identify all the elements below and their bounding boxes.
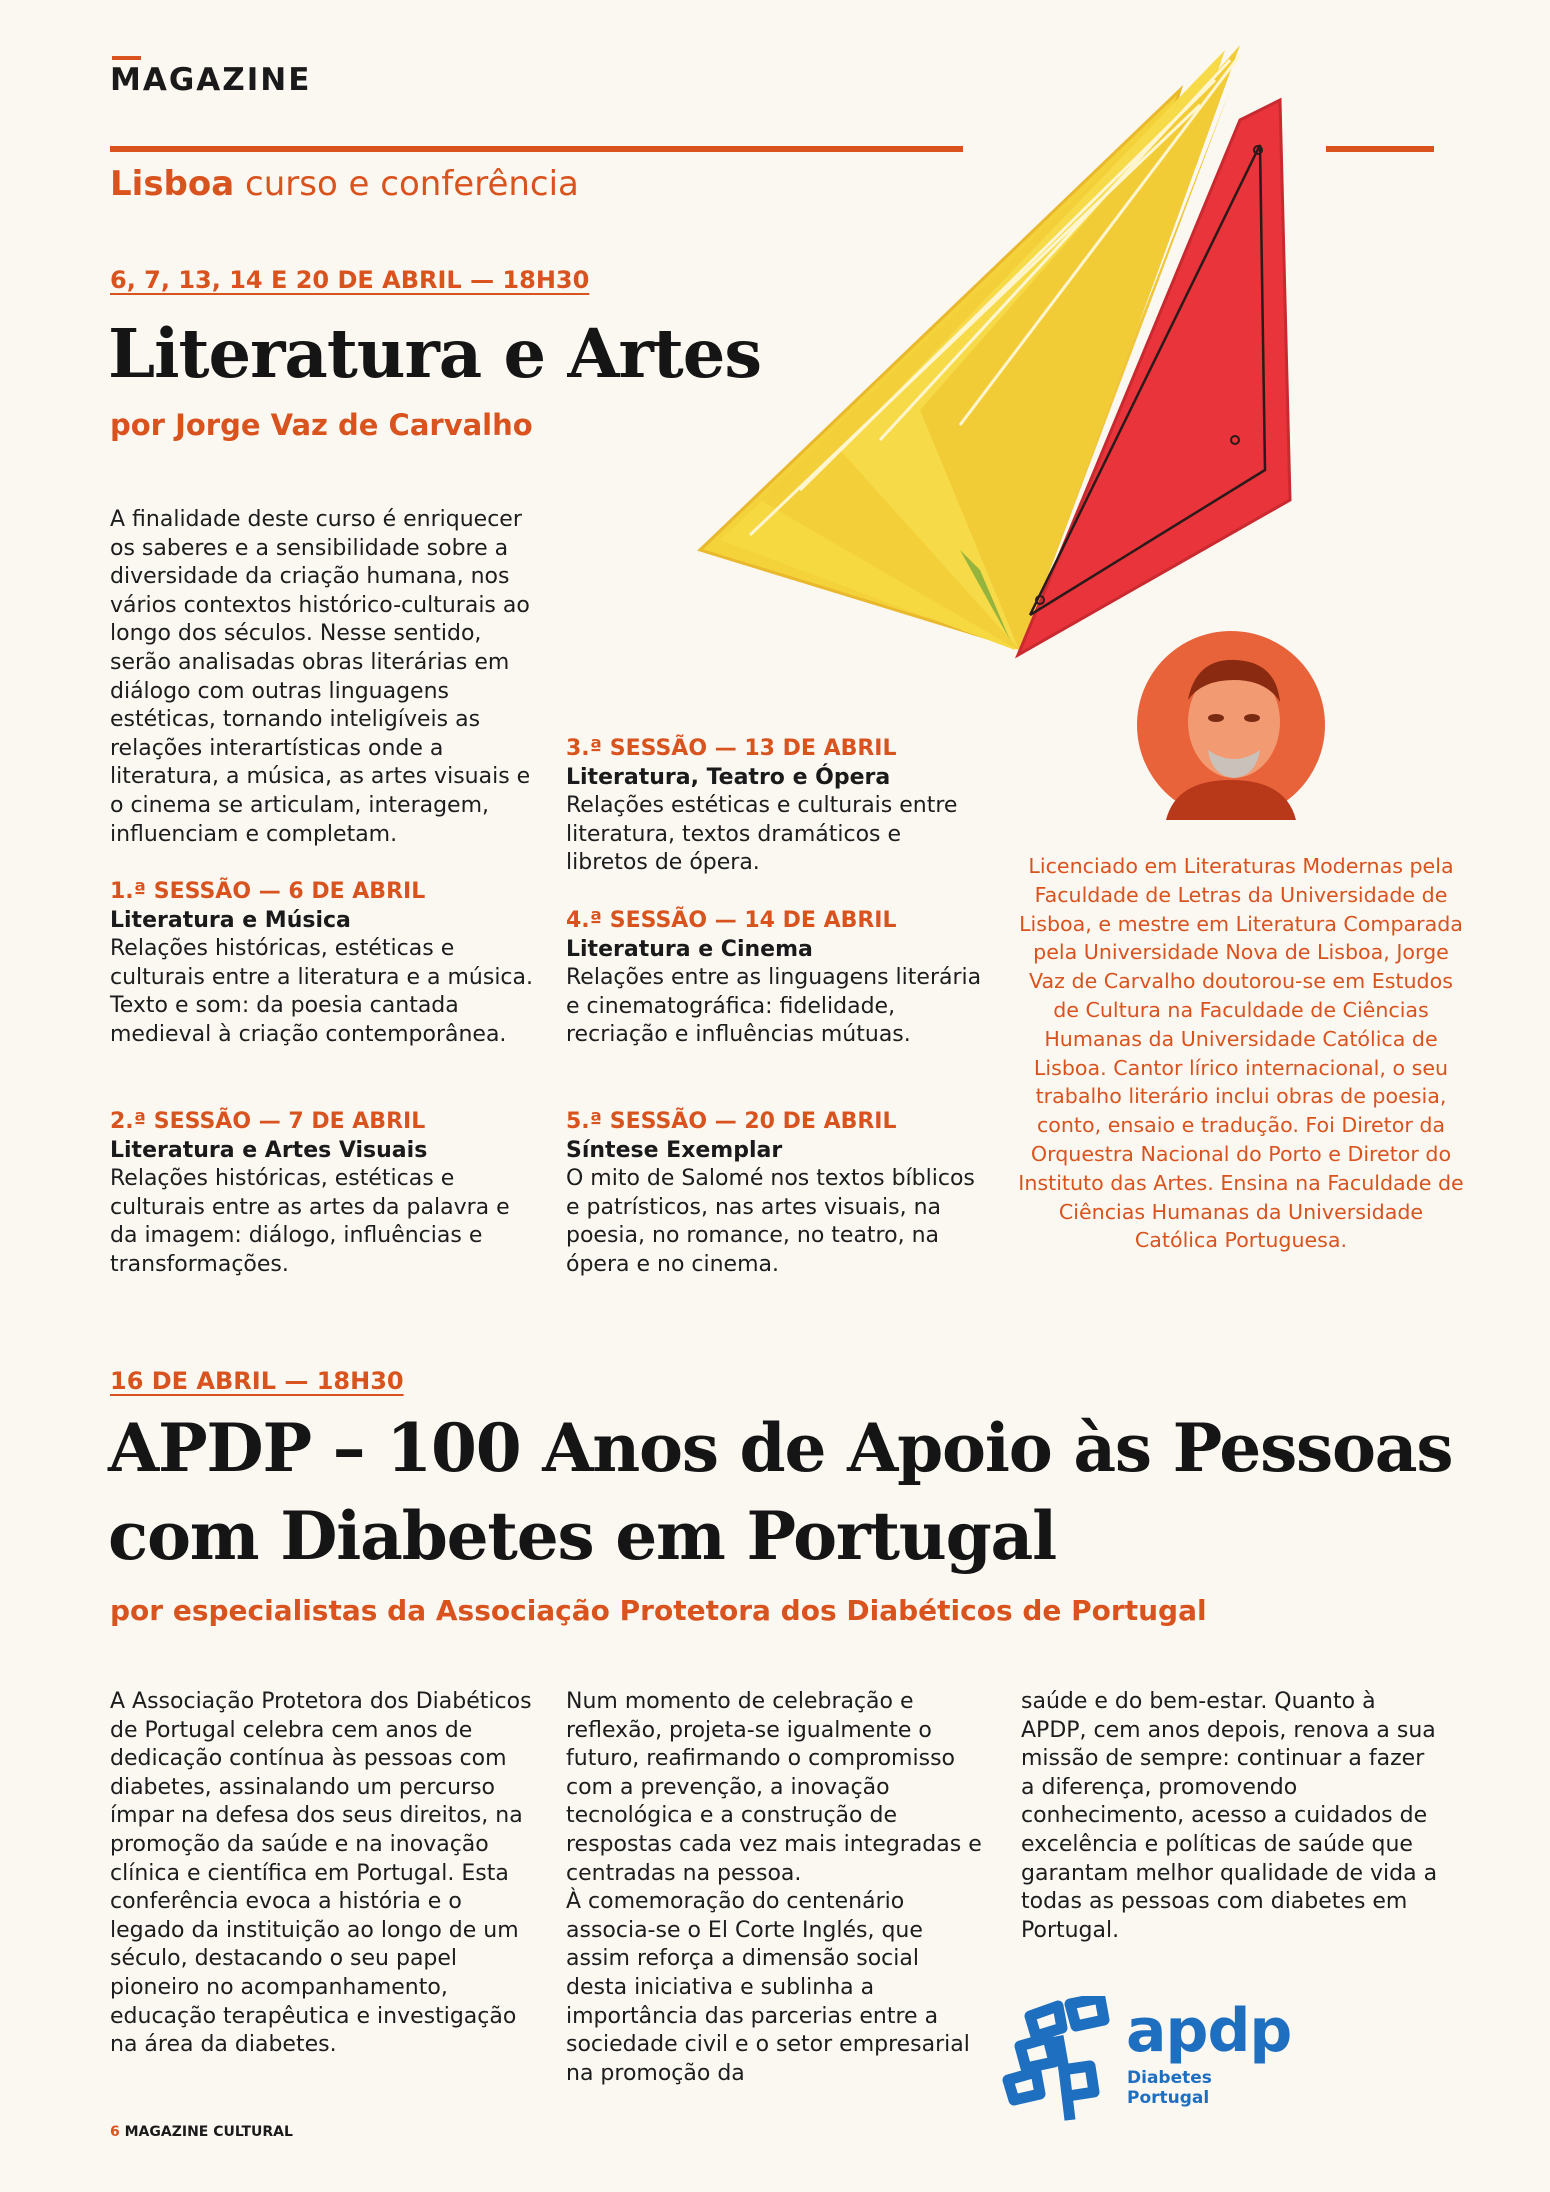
session-1-heading: 1.ª SESSÃO — 6 DE ABRIL xyxy=(110,879,426,904)
session-2-title: Literatura e Artes Visuais xyxy=(110,1137,428,1163)
author-portrait xyxy=(1136,630,1326,820)
event2-col2-para2: À comemoração do centenário associa-se o El Corte Inglés, que assim reforça a dimensão social desta iniciativa e sublinha a importância das parcerias entre a sociedade civil e o setor empresarial na promoção da xyxy=(566,1889,970,2086)
session-4-title: Literatura e Cinema xyxy=(566,936,813,962)
session-5-heading: 5.ª SESSÃO — 20 DE ABRIL xyxy=(566,1109,897,1134)
city-label: Lisboa xyxy=(110,164,235,204)
event2-title-line2: com Diabetes em Portugal xyxy=(108,1497,1056,1575)
session-3-title: Literatura, Teatro e Ópera xyxy=(566,764,891,790)
session-1-text: Relações históricas, estéticas e culturais entre a literatura e a música. Texto e som: da poesia cantada medieval à criação contemporânea. xyxy=(110,936,534,1047)
header-rule-right xyxy=(1326,146,1434,152)
event1-title: Literatura e Artes xyxy=(108,314,762,393)
event1-author: por Jorge Vaz de Carvalho xyxy=(110,408,533,442)
event2-col3: saúde e do bem-estar. Quanto à APDP, cem anos depois, renova a sua missão de sempre: continuar a fazer a diferença, promovendo conhecimento, acesso a cuidados de excelência e políticas de saúde que garantam melhor qualidade de vida a todas as pessoas com diabetes em Portugal. xyxy=(1021,1689,1438,1943)
session-3-text: Relações estéticas e culturais entre literatura, textos dramáticos e libretos de ópera. xyxy=(566,793,958,876)
category-label: curso e conferência xyxy=(245,164,579,204)
event2-col1: A Associação Protetora dos Diabéticos de Portugal celebra cem anos de dedicação contínua às pessoas com diabetes, assinalando um percurso ímpar na defesa dos seus direitos, na promoção da saúde e na inovação clínica e científica em Portugal. Esta conferência evoca a história e o legado da instituição ao longo de um século, destacando o seu papel pioneiro no acompanhamento, educação terapêutica e investigação na área da diabetes. xyxy=(110,1689,532,2058)
session-1-title: Literatura e Música xyxy=(110,907,351,933)
event2-col2-para1: Num momento de celebração e reflexão, projeta-se igualmente o futuro, reafirmando o compromisso com a prevenção, a inovação tecnológica e a construção de respostas cada vez mais integradas e centradas na pessoa. xyxy=(566,1689,982,1886)
section-heading xyxy=(110,164,579,204)
event2-author: por especialistas da Associação Protetora dos Diabéticos de Portugal xyxy=(110,1594,1207,1627)
footer-title: MAGAZINE CULTURAL xyxy=(124,2124,293,2140)
event2-title-line1: APDP – 100 Anos de Apoio às Pessoas xyxy=(108,1409,1453,1487)
session-2 xyxy=(110,1108,535,1280)
logo-text: AGAZINE xyxy=(142,62,312,98)
session-2-heading: 2.ª SESSÃO — 7 DE ABRIL xyxy=(110,1109,426,1134)
page-footer xyxy=(110,2124,293,2140)
session-3-heading: 3.ª SESSÃO — 13 DE ABRIL xyxy=(566,736,897,761)
event1-date: 6, 7, 13, 14 E 20 DE ABRIL — 18H30 xyxy=(110,266,590,294)
event2-title xyxy=(108,1404,1488,1580)
apdp-logo-mark xyxy=(1000,1996,1120,2136)
apdp-logo xyxy=(1000,1996,1300,2136)
session-3 xyxy=(566,735,986,878)
apdp-logo-name: apdp xyxy=(1126,1996,1292,2066)
session-5-title: Síntese Exemplar xyxy=(566,1137,783,1163)
session-4-text: Relações entre as linguagens literária e cinematográfica: fidelidade, recriação e influências mútuas. xyxy=(566,965,982,1048)
session-2-text: Relações históricas, estéticas e culturais entre as artes da palavra e da imagem: diálogo, influências e transformações. xyxy=(110,1166,510,1277)
event2-date: 16 DE ABRIL — 18H30 xyxy=(110,1367,404,1395)
session-4 xyxy=(566,907,986,1050)
event2-col2 xyxy=(566,1688,986,2088)
apdp-logo-sub: Diabetes Portugal xyxy=(1127,2068,1212,2108)
session-5 xyxy=(566,1108,986,1280)
author-bio: Licenciado em Literaturas Modernas pela Faculdade de Letras da Universidade de Lisboa, e mestre em Literatura Comparada pela Universidade Nova de Lisboa, Jorge Vaz de Carvalho doutorou-se em Estudos de Cultura na Faculdade de Ciências Humanas da Universidade Católica de Lisboa. Cantor lírico internacional, o seu trabalho literário inclui obras de poesia, conto, ensaio e tradução. Foi Diretor da Orquestra Nacional do Porto e Diretor do Instituto das Artes. Ensina na Faculdade de Ciências Humanas da Universidade Católica Portuguesa. xyxy=(1018,854,1464,1253)
magazine-logo: MAGAZINE xyxy=(110,62,312,98)
session-5-text: O mito de Salomé nos textos bíblicos e patrísticos, nas artes visuais, na poesia, no romance, no teatro, na ópera e no cinema. xyxy=(566,1166,975,1277)
page-number: 6 xyxy=(110,2124,120,2140)
event1-intro: A finalidade deste curso é enriquecer os saberes e a sensibilidade sobre a diversidade da criação humana, nos vários contextos histórico-culturais ao longo dos séculos. Nesse sentido, serão analisadas obras literárias em diálogo com outras linguagens estéticas, tornando inteligíveis as relações interartísticas onde a literatura, a música, as artes visuais e o cinema se articulam, interagem, influenciam e completam. xyxy=(110,507,531,847)
session-1 xyxy=(110,878,535,1050)
session-4-heading: 4.ª SESSÃO — 14 DE ABRIL xyxy=(566,908,897,933)
